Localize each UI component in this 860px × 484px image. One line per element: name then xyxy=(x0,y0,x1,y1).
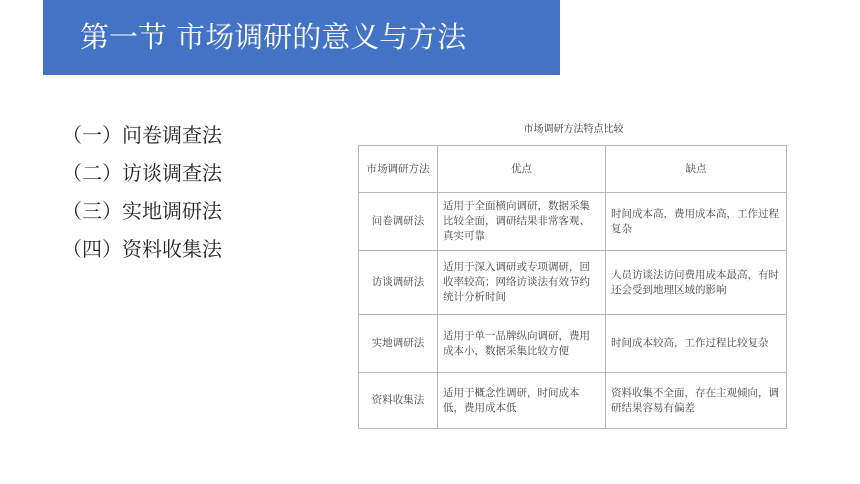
row-pros: 适用于全面横向调研，数据采集比较全面，调研结果非常客观、真实可靠 xyxy=(438,193,606,251)
table-row xyxy=(359,373,787,429)
method-item-questionnaire: （一）问卷调查法 xyxy=(62,123,222,147)
table-caption: 市场调研方法特点比较 xyxy=(523,124,624,135)
methods-list xyxy=(62,120,222,272)
title-banner xyxy=(43,0,560,75)
row-method: 访谈调研法 xyxy=(359,251,438,315)
method-item-data-collection: （四）资料收集法 xyxy=(62,237,222,261)
row-cons: 时间成本较高，工作过程比较复杂 xyxy=(606,315,787,373)
method-item-interview: （二）访谈调查法 xyxy=(62,161,222,185)
row-pros: 适用于概念性调研，时间成本低，费用成本低 xyxy=(438,373,606,429)
row-method: 资料收集法 xyxy=(359,373,438,429)
row-cons: 时间成本高，费用成本高，工作过程复杂 xyxy=(606,193,787,251)
row-cons-highlight: 人员访谈法访问费用成本最高，有时还会受到地理区域的影响 xyxy=(606,251,787,315)
table-row xyxy=(359,315,787,373)
row-pros: 适用于单一品牌纵向调研，费用成本小，数据采集比较方便 xyxy=(438,315,606,373)
row-pros: 适用于深入调研或专项调研，回收率较高；网络访谈法有效节约统计分析时间 xyxy=(438,251,606,315)
table-header-row xyxy=(359,146,787,193)
header-method: 市场调研方法 xyxy=(359,146,438,193)
header-cons: 缺点 xyxy=(606,146,787,193)
row-method: 实地调研法 xyxy=(359,315,438,373)
table-row xyxy=(359,251,787,315)
row-cons: 资料收集不全面，存在主观倾向，调研结果容易有偏差 xyxy=(606,373,787,429)
method-item-field-research: （三）实地调研法 xyxy=(62,199,222,223)
header-pros: 优点 xyxy=(438,146,606,193)
comparison-table xyxy=(358,145,787,429)
slide-title: 第一节 市场调研的意义与方法 xyxy=(80,20,467,54)
row-method: 问卷调研法 xyxy=(359,193,438,251)
table-row xyxy=(359,193,787,251)
